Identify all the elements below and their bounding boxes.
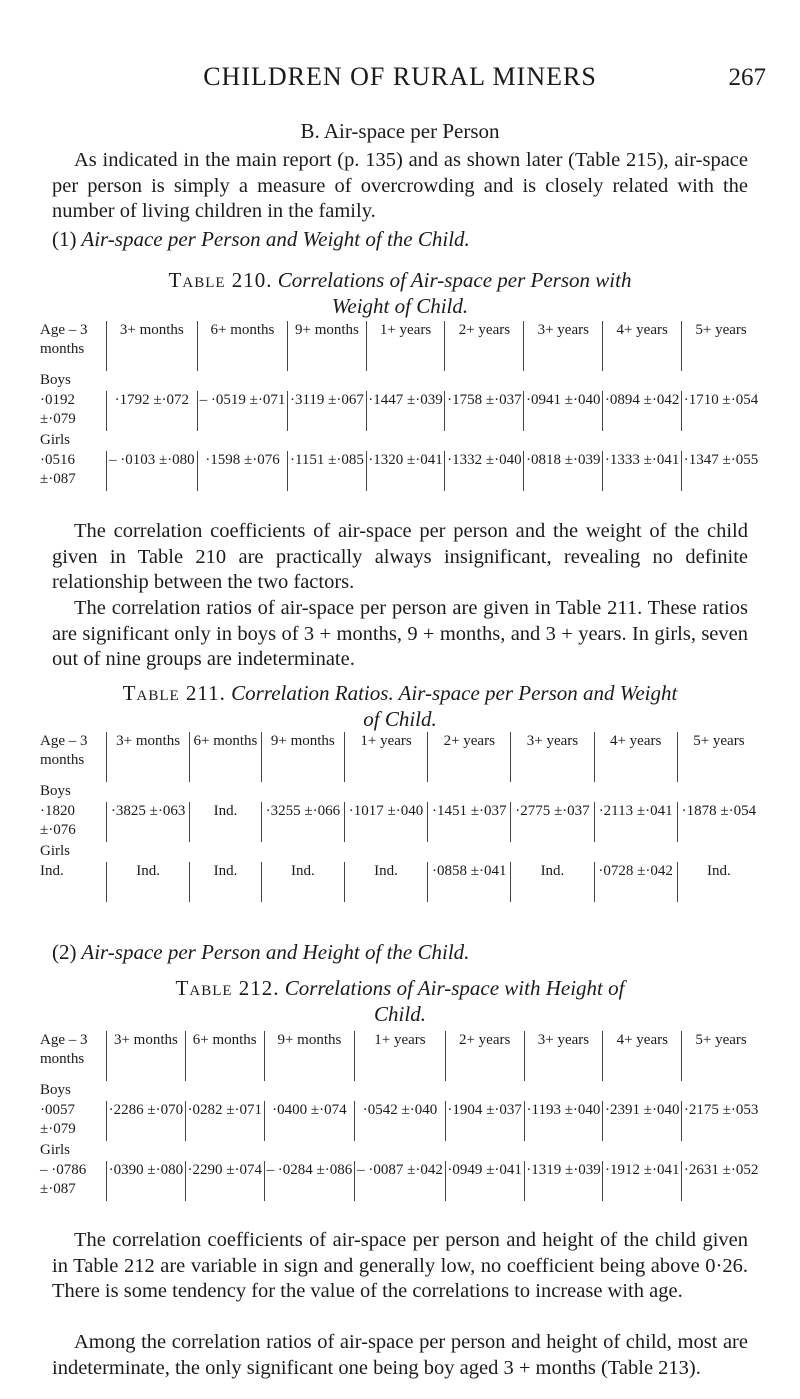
table-cell: ·2286 ±·070 <box>107 1101 186 1141</box>
table-title-line2: Child. <box>374 1002 426 1026</box>
column-header: 4+ years <box>594 732 677 782</box>
table-title-line1: Correlation Ratios. Air-space per Person and Weight <box>231 681 678 705</box>
table-cell: ·1319 ±·039 <box>524 1161 603 1201</box>
table-cell: ·2113 ±·041 <box>594 802 677 842</box>
value-row <box>40 451 760 491</box>
value-row <box>40 391 760 431</box>
column-header: 9+ months <box>288 321 366 371</box>
table-210 <box>40 321 760 491</box>
table-cell: Ind. <box>261 862 344 902</box>
header-row <box>40 321 760 371</box>
subsection-height <box>52 940 469 965</box>
table-cell: ·1320 ±·041 <box>366 451 445 491</box>
column-header: 2+ years <box>445 1031 524 1081</box>
table-cell: ·1904 ±·037 <box>445 1101 524 1141</box>
column-header: 1+ years <box>355 1031 446 1081</box>
table-cell: Ind. <box>344 862 427 902</box>
subsection-title: Air-space per Person and Weight of the Child. <box>81 227 470 251</box>
table-212 <box>40 1031 760 1201</box>
table-cell: ·0949 ±·041 <box>445 1161 524 1201</box>
column-header: 2+ years <box>445 321 524 371</box>
table-cell: ·1151 ±·085 <box>288 451 366 491</box>
column-header: 4+ years <box>603 1031 682 1081</box>
table-cell: ·3119 ±·067 <box>288 391 366 431</box>
table-cell: ·0542 ±·040 <box>355 1101 446 1141</box>
table-title-line2: of Child. <box>363 707 437 731</box>
table-cell: – ·0087 ±·042 <box>355 1161 446 1201</box>
group-row <box>40 1141 760 1161</box>
value-row <box>40 1101 760 1141</box>
table-cell: ·0894 ±·042 <box>603 391 682 431</box>
group-label: Boys <box>40 1082 71 1098</box>
intro-paragraph <box>52 148 748 225</box>
table-cell: ·2290 ±·074 <box>185 1161 264 1201</box>
table-cell: ·1710 ±·054 <box>682 391 760 431</box>
column-header: 4+ years <box>603 321 682 371</box>
table-cell: ·0858 ±·041 <box>428 862 511 902</box>
column-header: 3+ years <box>524 1031 603 1081</box>
table-cell: ·1792 ±·072 <box>107 391 198 431</box>
table-cell: ·1878 ±·054 <box>677 802 760 842</box>
column-header: 3+ years <box>524 321 603 371</box>
column-header: Age – 3 months <box>40 322 88 357</box>
paragraph-table-210-a <box>52 519 748 596</box>
table-cell: ·0390 ±·080 <box>107 1161 186 1201</box>
table-211-caption <box>40 680 760 732</box>
table-label: Table 210. <box>168 268 273 292</box>
column-header: 3+ months <box>107 1031 186 1081</box>
column-header: 3+ months <box>107 732 190 782</box>
intro-text: As indicated in the main report (p. 135) and as shown later (Table 215), air-space per person is simply a measure of overcrowding and is closely related with the number of living children in the family. <box>52 149 748 222</box>
table-cell: ·1758 ±·037 <box>445 391 524 431</box>
paragraph-table-212-a <box>52 1228 748 1305</box>
group-label: Girls <box>40 432 70 448</box>
table-label: Table 211. <box>122 681 226 705</box>
column-header: 6+ months <box>197 321 288 371</box>
paragraph-text: The correlation coefficients of air-space per person and height of the child given in Table 212 are variable in sign and generally low, no coefficient being above 0·26. There is some tendency for the value of the correlations to increase with age. <box>52 1229 748 1302</box>
group-label: Girls <box>40 843 70 859</box>
column-header: 1+ years <box>366 321 445 371</box>
table-cell: Ind. <box>40 863 64 879</box>
table-cell: ·0192 ±·079 <box>40 392 76 427</box>
column-header: 3+ months <box>107 321 198 371</box>
table-cell: ·1820 ±·076 <box>40 803 76 838</box>
column-header: 5+ years <box>682 1031 760 1081</box>
table-cell: ·0516 ±·087 <box>40 452 76 487</box>
table-cell: ·0728 ±·042 <box>594 862 677 902</box>
table-cell: Ind. <box>677 862 760 902</box>
table-cell: ·1447 ±·039 <box>366 391 445 431</box>
section-heading: B. Air-space per Person <box>300 119 500 143</box>
value-row <box>40 862 760 902</box>
group-row <box>40 1081 760 1101</box>
value-row <box>40 802 760 842</box>
column-header: 6+ months <box>185 1031 264 1081</box>
group-label: Boys <box>40 372 71 388</box>
paragraph-table-212-b <box>52 1330 748 1381</box>
group-label: Boys <box>40 783 71 799</box>
table-cell: ·1451 ±·037 <box>428 802 511 842</box>
table-211 <box>40 732 760 902</box>
group-row <box>40 782 760 802</box>
subsection-title: Air-space per Person and Height of the Child. <box>81 940 470 964</box>
running-title: CHILDREN OF RURAL MINERS <box>203 62 597 91</box>
table-cell: ·0941 ±·040 <box>524 391 603 431</box>
table-cell: ·3255 ±·066 <box>261 802 344 842</box>
subsection-number: (1) <box>52 227 77 251</box>
table-label: Table 212. <box>175 976 280 1000</box>
value-row <box>40 1161 760 1201</box>
column-header: 2+ years <box>428 732 511 782</box>
table-212-caption <box>40 975 760 1027</box>
table-cell: – ·0519 ±·071 <box>197 391 288 431</box>
table-title-line2: Weight of Child. <box>331 294 469 318</box>
paragraph-text: Among the correlation ratios of air-space per person and height of child, most are indeterminate, the only significant one being boy aged 3 + months (Table 213). <box>52 1331 748 1379</box>
table-cell: ·3825 ±·063 <box>107 802 190 842</box>
column-header: 5+ years <box>682 321 760 371</box>
column-header: 9+ months <box>261 732 344 782</box>
table-cell: ·2175 ±·053 <box>682 1101 760 1141</box>
subsection-number: (2) <box>52 940 77 964</box>
table-cell: ·1347 ±·055 <box>682 451 760 491</box>
column-header: 5+ years <box>677 732 760 782</box>
group-row <box>40 431 760 451</box>
table-cell: – ·0284 ±·086 <box>264 1161 355 1201</box>
table-title-line1: Correlations of Air-space with Height of <box>284 976 625 1000</box>
table-cell: ·1333 ±·041 <box>603 451 682 491</box>
table-title-line1: Correlations of Air-space per Person with <box>277 268 632 292</box>
paragraph-table-210-b <box>52 596 748 673</box>
column-header: 3+ years <box>511 732 594 782</box>
paragraph-text: The correlation coefficients of air-space per person and the weight of the child given in Table 210 are practically always insignificant, revealing no definite relationship between the two factors. <box>52 520 748 593</box>
table-cell: ·1332 ±·040 <box>445 451 524 491</box>
table-210-caption <box>40 267 760 319</box>
table-cell: Ind. <box>190 862 262 902</box>
table-cell: ·0818 ±·039 <box>524 451 603 491</box>
column-header: Age – 3 months <box>40 1032 88 1067</box>
group-row <box>40 842 760 862</box>
table-cell: – ·0103 ±·080 <box>107 451 198 491</box>
page-number: 267 <box>728 64 766 91</box>
table-cell: Ind. <box>107 862 190 902</box>
table-cell: ·2631 ±·052 <box>682 1161 760 1201</box>
table-cell: ·1017 ±·040 <box>344 802 427 842</box>
table-cell: ·2391 ±·040 <box>603 1101 682 1141</box>
table-cell: ·0282 ±·071 <box>185 1101 264 1141</box>
table-cell: ·1912 ±·041 <box>603 1161 682 1201</box>
table-cell: ·0400 ±·074 <box>264 1101 355 1141</box>
table-cell: – ·0786 ±·087 <box>40 1162 87 1197</box>
table-cell: ·2775 ±·037 <box>511 802 594 842</box>
group-label: Girls <box>40 1142 70 1158</box>
column-header: 1+ years <box>344 732 427 782</box>
table-cell: ·1598 ±·076 <box>197 451 288 491</box>
table-cell: ·1193 ±·040 <box>524 1101 603 1141</box>
column-header: 9+ months <box>264 1031 355 1081</box>
group-row <box>40 371 760 391</box>
subsection-weight <box>52 227 470 252</box>
table-cell: ·0057 ±·079 <box>40 1102 76 1137</box>
paragraph-text: The correlation ratios of air-space per person are given in Table 211. These ratios are significant only in boys of 3 + months, 9 + months, and 3 + years. In girls, seven out of nine groups are indeterminate. <box>52 597 748 670</box>
header-row <box>40 1031 760 1081</box>
column-header: Age – 3 months <box>40 733 88 768</box>
column-header: 6+ months <box>190 732 262 782</box>
table-cell: Ind. <box>190 802 262 842</box>
table-cell: Ind. <box>511 862 594 902</box>
header-row <box>40 732 760 782</box>
